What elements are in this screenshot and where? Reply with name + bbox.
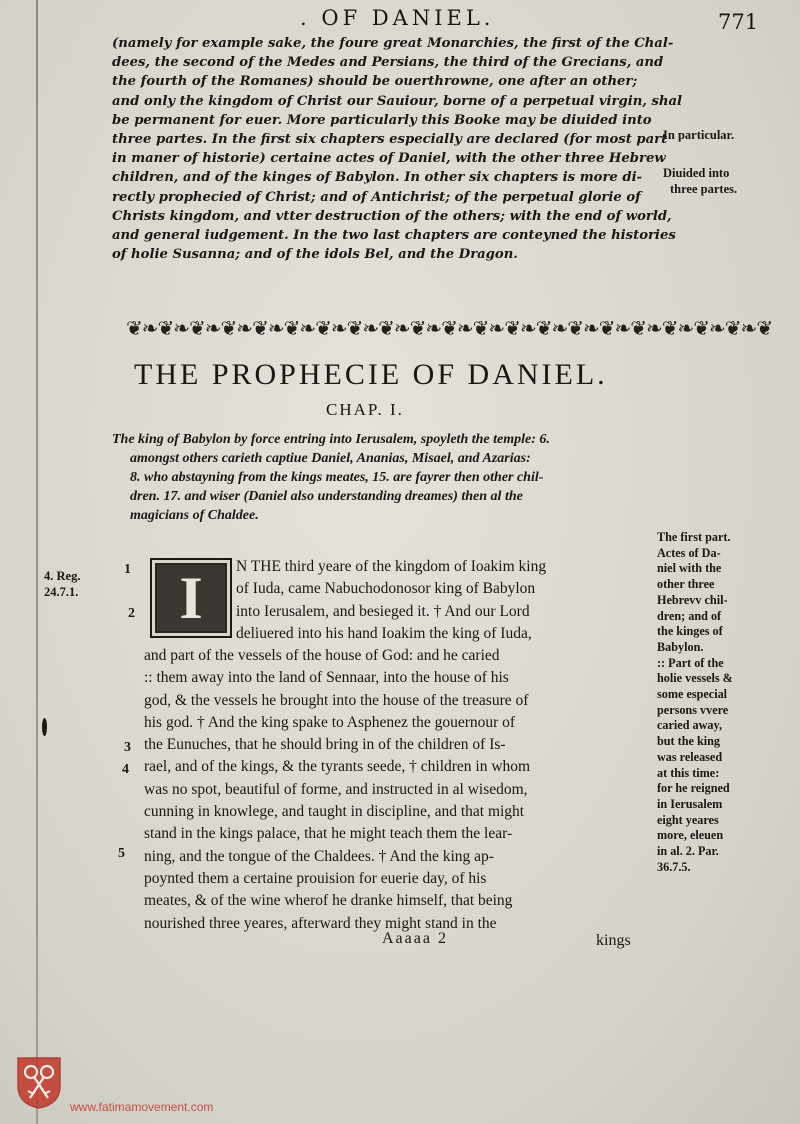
verse-line: of Iuda, came Nabuchodonosor king of Babylon: [236, 580, 536, 598]
summary-line: The king of Babylon by force entring into Ierusalem, spoyleth the temple: 6.: [112, 432, 550, 447]
gloss-line: more, eleuen: [657, 828, 724, 843]
drop-cap-letter: I: [179, 565, 203, 631]
intro-paragraph: [112, 34, 683, 264]
gloss-line: at this time:: [657, 765, 720, 780]
gloss-line: was released: [657, 749, 723, 764]
verse-line: :: them away into the land of Sennaar, into the house of his: [144, 669, 509, 687]
keys-shield-logo: [14, 1054, 64, 1110]
gloss-line: :: Part of the: [657, 655, 724, 670]
summary-line: amongst others carieth captiue Daniel, Ananias, Misael, and Azarias:: [130, 451, 531, 466]
verse-line: nourished three yeares, afterward they might stand in the: [144, 914, 497, 932]
gloss-line: in Ierusalem: [657, 796, 723, 811]
gloss-line: niel with the: [657, 561, 722, 576]
intro-line: rectly prophecied of Christ; and of Antichrist; of the perpetual glorie of: [112, 189, 641, 205]
intro-line: three partes. In the first six chapters especially are declared (for most part: [112, 132, 668, 148]
book-title: THE PROPHECIE OF DANIEL.: [134, 358, 608, 391]
verse-line: the Eunuches, that he should bring in of the children of Is-: [144, 736, 506, 754]
verse-line: N THE third yeare of the kingdom of Ioakim king: [236, 558, 547, 575]
running-head: . OF DANIEL.: [300, 6, 495, 30]
summary-line: 8. who abstayning from the kings meates, 15. are fayrer then other chil-: [130, 470, 544, 485]
gloss-line: Actes of Da-: [657, 545, 721, 560]
signature-mark: Aaaaa 2: [382, 930, 448, 947]
verse-number: 2: [128, 606, 135, 621]
intro-line: children, and of the kinges of Babylon. In other six chapters is more di-: [112, 170, 643, 186]
summary-line: magicians of Chaldee.: [130, 508, 259, 523]
source-watermark: www.fatimamovement.com: [70, 1100, 214, 1114]
verse-line: into Ierusalem, and besieged it. † And our Lord: [236, 602, 530, 620]
verse-line: god, & the vessels he brought into the house of the treasure of: [144, 691, 529, 709]
gloss-line: but the king: [657, 734, 720, 749]
cross-reference-line: 24.7.1.: [44, 585, 79, 599]
ink-smudge: [42, 718, 47, 736]
verse-number: 1: [124, 562, 131, 577]
intro-line: Christs kingdom, and vtter destruction of the others; with the end of world,: [112, 208, 672, 224]
verse-line: his god. † And the king spake to Asphenez the gouernour of: [144, 713, 516, 731]
chapter-summary: [112, 430, 658, 525]
verse-line: and part of the vessels of the house of God: and he caried: [144, 647, 500, 664]
gloss-line: dren; and of: [657, 608, 722, 623]
intro-line: the fourth of the Romanes) should be ouerthrowne, one after an other;: [112, 74, 638, 90]
summary-line: dren. 17. and wiser (Daniel also understanding dreames) then al the: [130, 489, 523, 504]
page-number: 771: [718, 10, 759, 34]
gloss-line: persons vvere: [657, 702, 729, 717]
margin-note-particular: In particular.: [663, 128, 735, 142]
gloss-line: caried away,: [657, 718, 722, 733]
margin-note-divided: Diuided into: [663, 166, 730, 180]
gloss-line: eight yeares: [657, 812, 719, 827]
gloss-line: Hebrevv chil-: [657, 592, 728, 607]
intro-line: and only the kingdom of Christ our Sauiour, borne of a perpetual virgin, shal: [112, 93, 683, 109]
verse-line: stand in the kings palace, that he might teach them the lear-: [144, 825, 513, 843]
verse-number: 5: [118, 846, 125, 861]
gloss-line: 36.7.5.: [657, 859, 691, 874]
gloss-line: The first part.: [657, 530, 731, 544]
verse-line: poynted them a certaine prouision for euerie day, of his: [144, 869, 487, 887]
verse-number: 4: [122, 762, 129, 777]
chapter-heading: CHAP. I.: [326, 400, 404, 419]
intro-line: be permanent for euer. More particularly this Booke may be diuided into: [112, 112, 652, 128]
cross-reference-line: 4. Reg.: [44, 569, 81, 583]
intro-line: dees, the second of the Medes and Persians, the third of the Grecians, and: [112, 55, 664, 71]
cross-reference: [44, 568, 80, 600]
gloss-line: holie vessels &: [657, 671, 733, 686]
verse-line: meates, & of the wine wherof he dranke himself, that being: [144, 892, 513, 910]
margin-gloss: [657, 530, 767, 875]
verse-text: [144, 645, 652, 935]
verse-line: was no spot, beautiful of forme, and instructed in al wisedom,: [144, 780, 528, 798]
page-gutter-line: [36, 0, 38, 1124]
verse-line: ning, and the tongue of the Chaldees. † And the king ap-: [144, 847, 494, 865]
intro-line: of holie Susanna; and of the idols Bel, and the Dragon.: [112, 247, 518, 263]
gloss-line: some especial: [657, 687, 728, 702]
verse-line: deliuered into his hand Ioakim the king of Iuda,: [236, 624, 532, 642]
gloss-line: in al. 2. Par.: [657, 844, 719, 859]
margin-note-divided-2: three partes.: [670, 182, 738, 196]
catchword: kings: [596, 932, 631, 949]
decorative-ornament-band: ❦❧❦❧❦❧❦❧❦❧❦❧❦❧❦❧❦❧❦❧❦❧❦❧❦❧❦❧❦❧❦❧❦❧❦❧❦❧❦❧❦: [126, 316, 773, 340]
verse-line: cunning in knowlege, and taught in discipline, and that might: [144, 803, 525, 821]
intro-line: (namely for example sake, the foure great Monarchies, the first of the Chal-: [112, 36, 674, 51]
gloss-line: the kinges of: [657, 624, 723, 639]
verse-number: 3: [124, 740, 131, 755]
verse-text-indented: [236, 556, 652, 645]
drop-cap: [150, 558, 232, 638]
gloss-line: other three: [657, 577, 715, 592]
verse-line: rael, and of the kings, & the tyrants seede, † children in whom: [144, 758, 531, 776]
gloss-line: Babylon.: [657, 639, 704, 654]
gloss-line: for he reigned: [657, 781, 730, 796]
intro-line: in maner of historie) certaine actes of Daniel, with the other three Hebrew: [112, 151, 666, 167]
intro-line: and general iudgement. In the two last chapters are conteyned the histories: [112, 228, 676, 244]
